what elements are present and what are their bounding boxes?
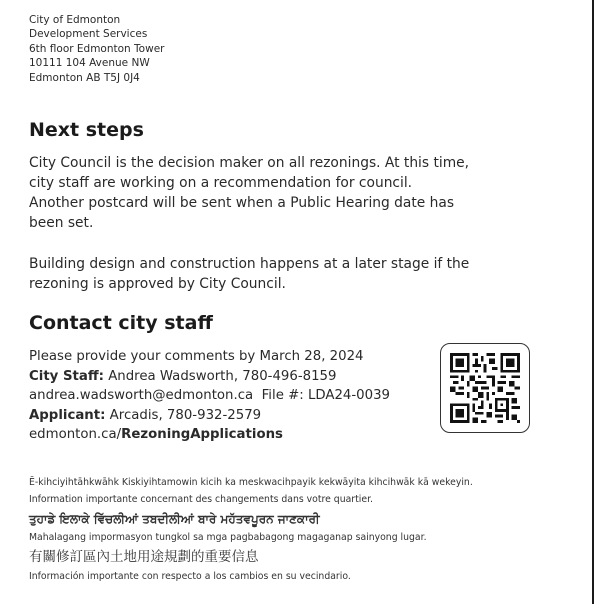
staff-label: City Staff: bbox=[29, 368, 104, 384]
next-steps-paragraph-1 bbox=[29, 153, 470, 233]
right-border-line bbox=[592, 0, 594, 604]
applicant-label: Applicant: bbox=[29, 407, 106, 423]
paragraph-line: Building design and construction happens at a later stage if the bbox=[29, 256, 470, 272]
address-line: Development Services bbox=[29, 28, 148, 41]
qr-code-box[interactable] bbox=[440, 343, 530, 433]
address-line: 6th floor Edmonton Tower bbox=[29, 42, 165, 55]
paragraph-line: Another postcard will be sent when a Public Hearing date has bbox=[29, 195, 455, 211]
paragraph-line: city staff are working on a recommendation for council. bbox=[29, 175, 413, 191]
url-prefix: edmonton.ca/ bbox=[29, 427, 122, 442]
qr-code-icon bbox=[450, 353, 520, 423]
next-steps-paragraph-2 bbox=[29, 254, 470, 294]
applicant-value: Arcadis, 780-932-2579 bbox=[105, 407, 262, 423]
address-line: 10111 104 Avenue NW bbox=[29, 57, 150, 70]
rezoning-url-link[interactable] bbox=[29, 425, 390, 445]
paragraph-line: City Council is the decision maker on all rezonings. At this time, bbox=[29, 155, 470, 171]
cree-notice: Ē-kihciyihtāhkwāhk Kiskiyihtamowin kicih ka meskwacihpayik kekwāyita kihcihwāk kā wekeyin. bbox=[29, 477, 473, 488]
tagalog-notice: Mahalagang impormasyon tungkol sa mga pagbabagong magaganap sainyong lugar. bbox=[29, 532, 427, 543]
staff-line bbox=[29, 367, 390, 387]
multilingual-notice bbox=[29, 476, 473, 583]
french-notice: Information importante concernant des changements dans votre quartier. bbox=[29, 494, 373, 505]
file-number: File #: LDA24-0039 bbox=[261, 388, 391, 403]
chinese-notice: 有關修訂區內土地用途規劃的重要信息 bbox=[29, 549, 259, 565]
next-steps-heading: Next steps bbox=[29, 119, 144, 141]
email-file-line bbox=[29, 386, 390, 406]
paragraph-line: rezoning is approved by City Council. bbox=[29, 276, 286, 292]
url-path: RezoningApplications bbox=[121, 427, 283, 442]
punjabi-notice: ਤੁਹਾਡੇ ਇਲਾਕੇ ਵਿੱਚਲੀਆਂ ਤਬਦੀਲੀਆਂ ਬਾਰੇ ਮਹੱਤਵਪੂਰਨ ਜਾਣਕਾਰੀ bbox=[29, 512, 320, 526]
applicant-line bbox=[29, 406, 390, 426]
contact-heading: Contact city staff bbox=[29, 312, 213, 334]
comments-deadline: Please provide your comments by March 28, 2024 bbox=[29, 349, 364, 364]
contact-details bbox=[29, 347, 390, 445]
paragraph-line: been set. bbox=[29, 215, 94, 231]
spanish-notice: Información importante con respecto a los cambios en su vecindario. bbox=[29, 571, 351, 582]
address-line: City of Edmonton bbox=[29, 14, 121, 26]
staff-value: Andrea Wadsworth, 780-496-8159 bbox=[103, 368, 337, 384]
staff-email-link[interactable]: andrea.wadsworth@edmonton.ca bbox=[29, 388, 254, 403]
address-line: Edmonton AB T5J 0J4 bbox=[29, 71, 140, 84]
return-address bbox=[29, 13, 164, 85]
